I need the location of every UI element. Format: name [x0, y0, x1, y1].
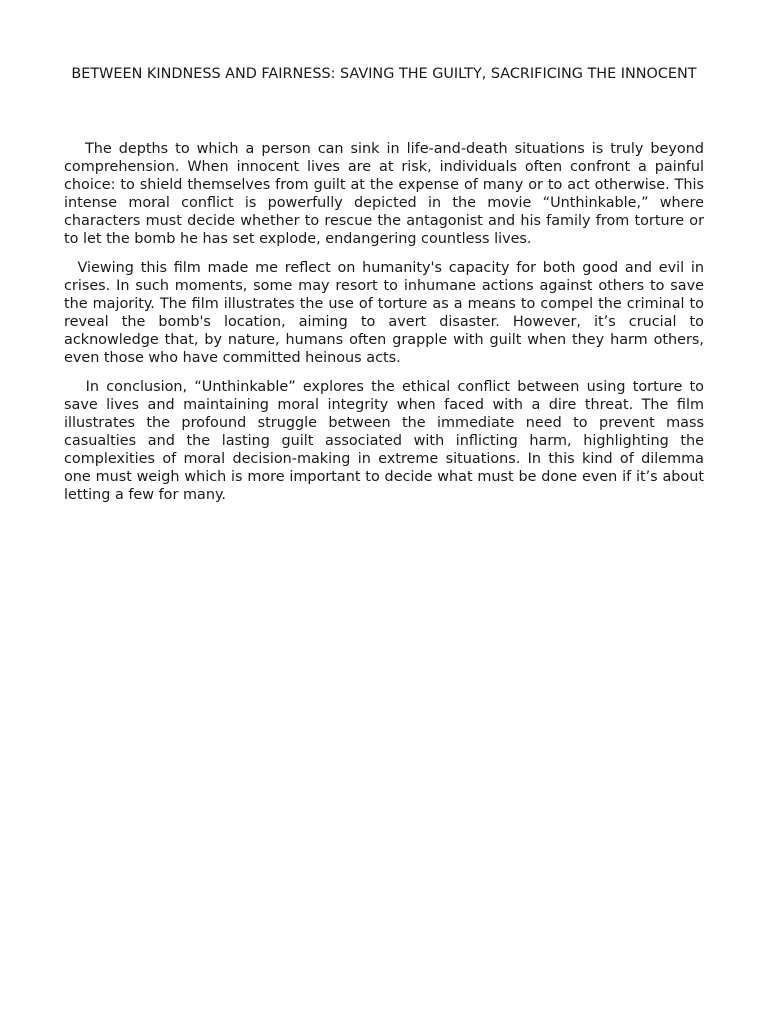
document-title: BETWEEN KINDNESS AND FAIRNESS: SAVING THE GUILTY, SACRIFICING THE INNOCENT	[71, 66, 697, 82]
paragraph-conclusion: In conclusion, “Unthinkable” explores the ethical conflict between using torture to save lives and maintaining moral integrity when faced with a dire threat. The film illustrates the profound struggle between the immediate need to prevent mass casualties and the lasting guilt associated with inflicting harm, highlighting the complexities of moral decision-making in extreme situations. In this kind of dilemma one must weigh which is more important to decide what must be done even if it’s about letting a few for many.	[64, 378, 709, 504]
paragraph-intro: The depths to which a person can sink in life-and-death situations is truly beyond comprehension. When innocent lives are at risk, individuals often confront a painful choice: to shield themselves from guilt at the expense of many or to act otherwise. This intense moral conflict is powerfully depicted in the movie “Unthinkable,” where characters must decide whether to rescue the antagonist and his family from torture or to let the bomb he has set explode, endangering countless lives.	[64, 141, 709, 248]
paragraph-reflection: Viewing this film made me reflect on humanity's capacity for both good and evil in crises. In such moments, some may resort to inhumane actions against others to save the majority. The film illustrates the use of torture as a means to compel the criminal to reveal the bomb's location, aiming to avert disaster. However, it’s crucial to acknowledge that, by nature, humans often grapple with guilt when they harm others, even those who have committed heinous acts.	[64, 259, 709, 367]
document-body	[64, 140, 709, 515]
